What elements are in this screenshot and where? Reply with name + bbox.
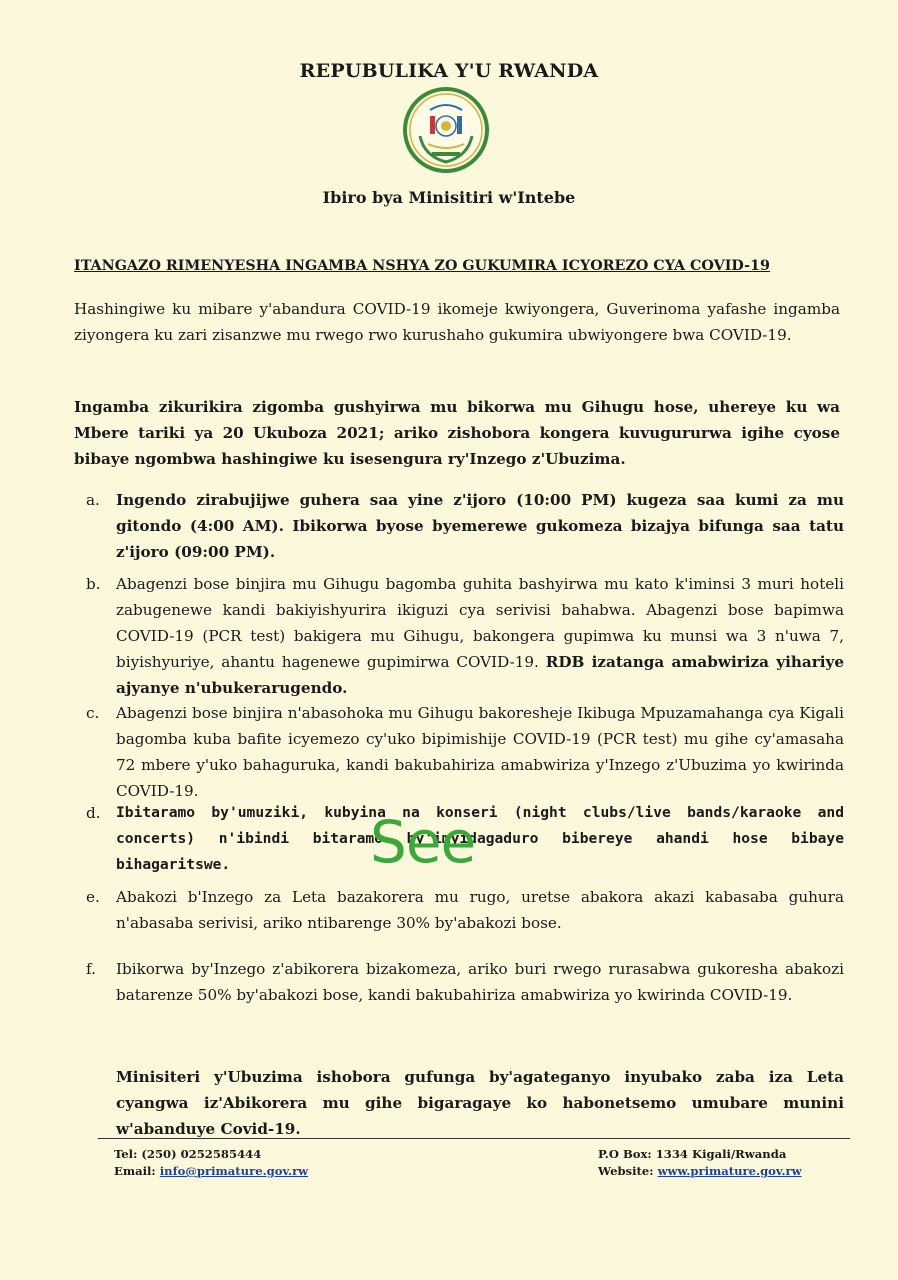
- list-marker: e.: [86, 888, 100, 906]
- footer-address: [598, 1146, 802, 1180]
- footer-contact: [114, 1146, 308, 1180]
- list-marker: a.: [86, 491, 100, 509]
- list-marker: b.: [86, 575, 101, 593]
- list-item: [86, 571, 844, 701]
- republic-title: REPUBULIKA Y'U RWANDA: [299, 60, 599, 82]
- list-item: [86, 956, 844, 1008]
- footer-website-label: Website:: [598, 1164, 654, 1178]
- list-item: [86, 800, 844, 878]
- list-marker: d.: [86, 804, 101, 822]
- list-item-text: Ingendo zirabujijwe guhera saa yine z'ijoro (10:00 PM) kugeza saa kumi za mu gitondo (4:00 AM). Ibikorwa byose byemerewe gukomeza bizajya bifunga saa tatu z'ijoro (09:00 PM).: [116, 491, 844, 561]
- footer-email-line: [114, 1163, 308, 1180]
- effective-date-paragraph: Ingamba zikurikira zigomba gushyirwa mu bikorwa mu Gihugu hose, uhereye ku wa Mbere tariki ya 20 Ukuboza 2021; ariko zishobora kongera kuvugururwa igihe cyose bibaye ngombwa hashingiwe ku isesengura ry'Inzego z'Ubuzima.: [74, 398, 840, 468]
- list-item: [86, 700, 844, 804]
- list-item-body: [116, 571, 844, 701]
- list-item: [86, 884, 844, 936]
- footer-tel: Tel: (250) 0252585444: [114, 1147, 262, 1161]
- closing-paragraph: Minisiteri y'Ubuzima ishobora gufunga by'agateganyo inyubako zaba iza Leta cyangwa iz'Abikorera mu gihe bigaragaye ko habonetsemo umubare munini w'abanduye Covid-19.: [116, 1068, 844, 1138]
- office-title: Ibiro bya Minisitiri w'Intebe: [322, 188, 576, 207]
- footer-pobox: P.O Box: 1334 Kigali/Rwanda: [598, 1147, 787, 1161]
- list-item-text: Ibitaramo by'umuziki, kubyina na konseri (night clubs/live bands/karaoke and concerts) n'ibindi bitaramo by'imyidagaduro bibereye ahandi hose bibaye bihagaritswe.: [116, 804, 844, 873]
- list-marker: f.: [86, 960, 96, 978]
- list-item-bold-text: RDB izatanga amabwiriza yihariye ajyanye n'ubukerarugendo.: [116, 653, 845, 697]
- list-item-text: Abakozi b'Inzego za Leta bazakorera mu rugo, uretse abakora akazi kabasaba guhura n'abasaba serivisi, ariko ntibarenge 30% by'abakozi bose.: [116, 888, 844, 932]
- list-item-text: Ibikorwa by'Inzego z'abikorera bizakomeza, ariko buri rwego rurasabwa gukoresha abakozi batarenze 50% by'abakozi bose, kandi bakubahiriza amabwiriza yo kwirinda COVID-19.: [116, 960, 844, 1004]
- footer-divider: [98, 1138, 850, 1139]
- intro-paragraph: Hashingiwe ku mibare y'abandura COVID-19 ikomeje kwiyongera, Guverinoma yafashe ingamba ziyongera ku zari zisanzwe mu rwego rwo kurushaho gukumira ubwiyongere bwa COVID-19.: [74, 300, 840, 344]
- document-heading: ITANGAZO RIMENYESHA INGAMBA NSHYA ZO GUKUMIRA ICYOREZO CYA COVID-19: [74, 258, 770, 274]
- list-item-text: Abagenzi bose binjira n'abasohoka mu Gihugu bakoresheje Ikibuga Mpuzamahanga cya Kigali bagomba kuba bafite icyemezo cy'uko bipimishije COVID-19 (PCR test) mu gihe cy'amasaha 72 mbere y'uko bahaguruka, kandi bakubahiriza amabwiriza y'Inzego z'Ubuzima yo kwirinda COVID-19.: [116, 704, 844, 800]
- list-marker: c.: [86, 704, 100, 722]
- list-item: [86, 487, 844, 565]
- list-item-text: Abagenzi bose binjira mu Gihugu bagomba guhita bashyirwa mu kato k'iminsi 3 muri hoteli zabugenewe kandi bakiyishyurira ikiguzi cya serivisi bahabwa. Abagenzi bose bapimwa COVID-19 (PCR test) bakigera mu Gihugu, bakongera gupimwa ku munsi wa 3 n'uwa 7, biyishyuriye, ahantu hagenewe gupimirwa COVID-19.: [116, 575, 844, 671]
- website-link[interactable]: www.primature.gov.rw: [657, 1164, 802, 1178]
- email-link[interactable]: info@primature.gov.rw: [159, 1164, 309, 1178]
- rwanda-seal-icon: [402, 86, 490, 176]
- footer-email-label: Email:: [114, 1164, 156, 1178]
- footer-website-line: [598, 1163, 802, 1180]
- watermark-text: See: [370, 808, 476, 876]
